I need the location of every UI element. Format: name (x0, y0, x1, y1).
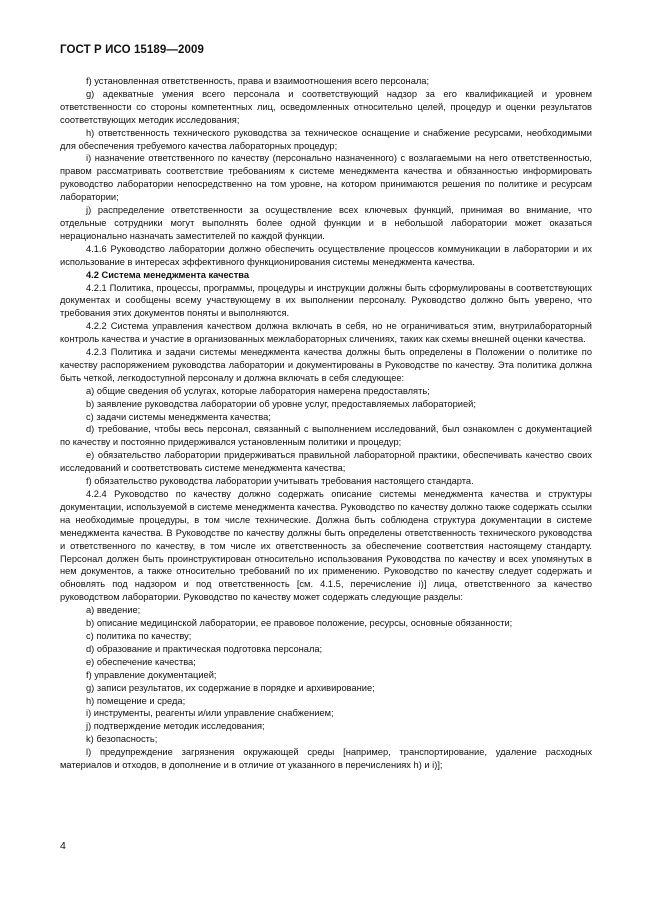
list-item: a) введение; (86, 605, 141, 616)
section-heading: 4.2 Система менеджмента качества (86, 269, 250, 280)
list-item: e) обеспечение качества; (86, 656, 196, 667)
paragraph: 4.2.3 Политика и задачи системы менеджмента качества должны быть определены в Положении о политике по качеству распоряжением руководства лаборатории и документированы в Руководстве по качеству. Эта политика должна быть четкой, легкодоступной персоналу и должна включать в себя следующее: (60, 347, 592, 383)
paragraph: g) адекватные умения всего персонала и соответствующий надзор за его квалификацией и уровнем ответственности со стороны компетентных лиц, осведомленных относительно целей, процедур и оценки результатов соответствующих методик исследования; (60, 88, 592, 125)
list-item: h) помещение и среда; (86, 695, 186, 706)
paragraph: 4.2.2 Система управления качеством должна включать в себя, но не ограничиваться этим, внутрилабораторный контроль качества и участие в организованных межлабораторных сличениях, таких как схемы внешней оценки качества. (60, 321, 592, 345)
list-item: a) общие сведения об услугах, которые лаборатория намерена предоставлять; (86, 385, 430, 396)
list-item: j) подтверждение методик исследования; (86, 721, 265, 732)
list-item: g) записи результатов, их содержание в порядке и архивирование; (86, 682, 375, 693)
list-item: k) безопасность; (86, 734, 158, 745)
list-item: f) обязательство руководства лаборатории учитывать требования настоящего стандарта. (86, 476, 474, 487)
list-item: b) заявление руководства лаборатории об уровне услуг, предоставляемых лабораторией; (86, 398, 476, 409)
list-item: f) управление документацией; (86, 669, 217, 680)
paragraph: 4.2.1 Политика, процессы, программы, процедуры и инструкции должны быть сформулированы в соответствующих документах и сообщены всему участвующему в их выполнении персоналу. Руководство должно быть уверено, что требования этих документов поняты и выполняются. (60, 282, 592, 319)
list-item: d) образование и практическая подготовка персонала; (86, 643, 323, 654)
page-number: 4 (60, 840, 66, 852)
page-header: ГОСТ Р ИСО 15189—2009 (60, 44, 205, 56)
list-item: e) обязательство лаборатории придерживаться правильной лабораторной практики, обеспечивать качество своих исследований и соответствовать системе менеджмента качества; (60, 450, 592, 474)
list-item: i) инструменты, реагенты и/или управление снабжением; (86, 708, 334, 719)
list-item: l) предупреждение загрязнения окружающей среды [например, транспортирование, удаление расходных материалов и отходов, в дополнение и в отличие от указанного в перечислениях h) и i)]; (60, 747, 592, 771)
list-item: c) задачи системы менеджмента качества; (86, 411, 271, 422)
list-item: c) политика по качеству; (86, 630, 192, 641)
paragraph: i) назначение ответственного по качеству (персонально назначенного) с возлагаемыми на него ответственностью, правом рассматривать соответствие требованиям к системе менеджмента качества и обязанностью информировать руководство лаборатории непосредственно на том уровне, на котором принимаются решения по политике и ресурсам лаборатории; (60, 153, 592, 203)
paragraph: h) ответственность технического руководства за техническое оснащение и снабжение ресурсами, необходимыми для обеспечения требуемого качества лабораторных процедур; (60, 127, 592, 151)
paragraph: 4.2.4 Руководство по качеству должно содержать описание системы менеджмента качества и структуры документации, используемой в системе менеджмента качества. Руководство по качеству должно также содержать ссылки на необходимые процедуры, в том числе технические. Должна быть соблюдена структура документации в системе менеджмента качества. В Руководстве по качеству должны быть определены ответственность технического руководства и ответственного по качеству, в том числе их ответственность за обеспечение соответствия настоящему стандарту. Персонал должен быть проинструктирован относительно использования Руководства по качеству и всех упомянутых в нем документов, а также относительно требований по их применению. Руководство по качеству следует содержать и обновлять под надзором и под ответственность [см. 4.1.5, перечисление i)] лица, ответственного за качество руководством лаборатории. Руководство по качеству может содержать следующие разделы: (60, 489, 592, 603)
list-item: b) описание медицинской лаборатории, ее правовое положение, ресурсы, основные обязанности; (86, 618, 513, 629)
paragraph: j) распределение ответственности за осуществление всех ключевых функций, принимая во внимание, что отдельные сотрудники могут выполнять более одной функции и в небольшой лаборатории может оказаться нерационально назначать заместителей по каждой функции. (60, 205, 592, 241)
paragraph: 4.1.6 Руководство лаборатории должно обеспечить осуществление процессов коммуникации в лаборатории и их использование в интересах эффективного функционирования системы менеджмента качества. (60, 243, 592, 267)
body-text (60, 75, 592, 772)
paragraph: f) установленная ответственность, права и взаимоотношения всего персонала; (86, 76, 430, 86)
list-item: d) требование, чтобы весь персонал, связанный с выполнением исследований, был ознакомлен с документацией по качеству и постоянно придерживался установленным политики и процедур; (60, 424, 592, 448)
